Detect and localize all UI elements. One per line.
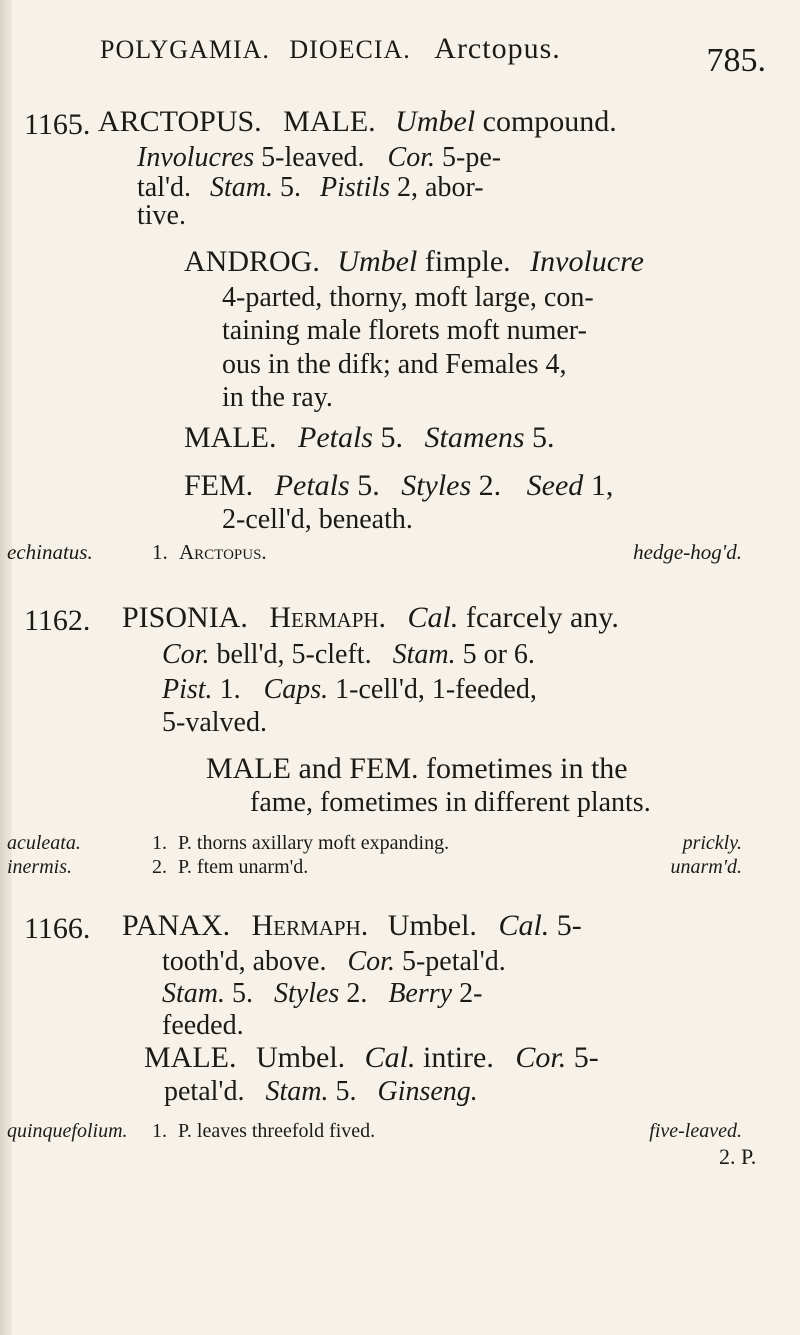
entry-arctopus xyxy=(7,105,774,564)
androg-line xyxy=(222,347,567,383)
genus-name: ARCTOPUS. xyxy=(98,105,262,138)
fem-line xyxy=(184,468,613,504)
sex-label: MALE. xyxy=(184,421,277,454)
term: Cor. xyxy=(515,1041,567,1074)
text: 5-leaved. xyxy=(261,142,365,173)
text: 5-valved. xyxy=(162,707,267,738)
term: Petals xyxy=(274,469,350,502)
text: 2. xyxy=(346,978,368,1009)
entry-number: 1166. xyxy=(24,912,91,945)
text: bell'd, 5-cleft. xyxy=(216,639,372,670)
text: 5. xyxy=(380,421,403,454)
species-number: 1. xyxy=(152,540,168,564)
text: taining male florets moft numer- xyxy=(222,315,587,346)
text: feeded. xyxy=(162,1010,244,1041)
text: 1, xyxy=(590,469,614,502)
species-number: 2. xyxy=(152,856,167,878)
species-latin: inermis. xyxy=(7,856,72,878)
androg-line xyxy=(184,244,644,280)
species-row xyxy=(7,540,742,570)
entry-line xyxy=(137,170,484,206)
term: Cal. xyxy=(364,1041,416,1074)
term: Ginseng. xyxy=(377,1076,478,1107)
text: fcarcely any. xyxy=(465,601,619,634)
header-genus: Arctopus. xyxy=(434,32,561,65)
species-english: prickly. xyxy=(682,832,742,854)
species-name xyxy=(152,1120,375,1143)
entry-line xyxy=(162,976,482,1012)
term: Pistils xyxy=(320,172,391,203)
entry-line xyxy=(137,198,186,234)
entry-line xyxy=(162,637,535,673)
text: 2- xyxy=(459,978,483,1009)
entry-line xyxy=(162,705,267,741)
page-number: 785. xyxy=(706,42,766,79)
sex-label: FEM. xyxy=(184,469,254,502)
term: Stamens xyxy=(424,421,525,454)
text: 5-petal'd. xyxy=(401,946,506,977)
text: MALE and FEM. fometimes in the xyxy=(206,752,628,785)
text: compound. xyxy=(482,105,617,138)
text: 5. xyxy=(532,421,555,454)
term: Stam. xyxy=(265,1076,329,1107)
text: 2, abor- xyxy=(397,172,484,203)
term: Petals xyxy=(298,421,373,454)
genus-name: PANAX. xyxy=(122,909,231,942)
text: tive. xyxy=(137,200,186,231)
species-row xyxy=(7,1120,742,1146)
male-line xyxy=(144,1040,599,1076)
species-genus: Arctopus. xyxy=(179,540,267,564)
catchword: 2. P. xyxy=(719,1144,757,1169)
text: 5-pe- xyxy=(442,142,502,173)
text: in the ray. xyxy=(222,382,333,413)
text: 1-cell'd, 1-feeded, xyxy=(335,674,537,705)
species-description: P. ftem unarm'd. xyxy=(178,856,309,878)
species-name xyxy=(152,540,267,565)
entry-number: 1165. xyxy=(24,108,91,141)
entry-line xyxy=(162,1008,244,1044)
text: 5- xyxy=(573,1041,599,1074)
header-polygamia: POLYGAMIA. xyxy=(100,35,270,64)
text: fimple. xyxy=(424,245,511,278)
term: Cor. xyxy=(162,639,210,670)
species-number: 1. xyxy=(152,1120,167,1142)
term: Stam. xyxy=(210,172,274,203)
entry-line xyxy=(98,104,617,140)
term: Umbel xyxy=(395,105,476,138)
text: 5. xyxy=(335,1076,357,1107)
species-latin: aculeata. xyxy=(7,832,81,854)
species-english: five-leaved. xyxy=(649,1120,742,1142)
species-latin: quinquefolium. xyxy=(7,1120,128,1142)
androg-line xyxy=(222,313,587,349)
text: 4-parted, thorny, moft large, con- xyxy=(222,282,594,313)
androg-line xyxy=(222,380,333,416)
term: Stam. xyxy=(392,639,456,670)
running-header xyxy=(100,32,780,79)
androg-line xyxy=(222,280,594,316)
entry-number: 1162. xyxy=(24,604,91,637)
sex-label: Hermaph. xyxy=(251,909,369,942)
genus-name: PISONIA. xyxy=(122,601,248,634)
sex-label: ANDROG. xyxy=(184,245,320,278)
text: 5. xyxy=(232,978,253,1009)
text: petal'd. xyxy=(164,1076,245,1107)
entry-line xyxy=(122,908,582,944)
term: Umbel xyxy=(337,245,418,278)
male-line xyxy=(184,420,555,456)
text: 2. xyxy=(478,469,502,502)
text: fame, fometimes in different plants. xyxy=(250,787,651,818)
text: tooth'd, above. xyxy=(162,946,327,977)
entry-pisonia xyxy=(7,601,774,878)
term: Involucre xyxy=(530,245,644,278)
term: Cor. xyxy=(347,946,395,977)
species-row xyxy=(7,832,742,858)
term: Stam. xyxy=(162,978,225,1009)
header-dioecia: DIOECIA. xyxy=(289,35,411,64)
text: Umbel. xyxy=(256,1041,346,1074)
species-description: P. leaves threefold fived. xyxy=(178,1120,376,1142)
fem-line xyxy=(222,502,413,538)
term: Berry xyxy=(388,978,453,1009)
text: 5- xyxy=(556,909,582,942)
term: Styles xyxy=(274,978,340,1009)
text: 5. xyxy=(357,469,380,502)
note-line xyxy=(206,751,628,787)
term: Involucres xyxy=(137,142,255,173)
species-name xyxy=(152,832,449,855)
sex-label: MALE. xyxy=(283,105,376,138)
running-head-text xyxy=(100,32,561,66)
text: intire. xyxy=(423,1041,494,1074)
entry-line xyxy=(162,944,506,980)
sex-label: MALE. xyxy=(144,1041,237,1074)
male-line xyxy=(164,1074,478,1110)
species-name xyxy=(152,856,308,879)
species-english: hedge-hog'd. xyxy=(633,540,742,564)
entry-panax xyxy=(7,909,774,1172)
term: Styles xyxy=(401,469,472,502)
sex-label: Hermaph. xyxy=(269,601,387,634)
entry-line xyxy=(122,600,619,636)
term: Pist. xyxy=(162,674,213,705)
term: Seed xyxy=(526,469,584,502)
text: ous in the difk; and Females 4, xyxy=(222,349,567,380)
species-number: 1. xyxy=(152,832,167,854)
text: Umbel. xyxy=(387,909,477,942)
term: Cal. xyxy=(407,601,459,634)
species-latin: echinatus. xyxy=(7,540,93,564)
note-line xyxy=(250,785,651,821)
text: tal'd. xyxy=(137,172,192,203)
text: 2-cell'd, beneath. xyxy=(222,504,413,535)
term: Cal. xyxy=(498,909,550,942)
species-row xyxy=(7,856,742,882)
term: Cor. xyxy=(387,142,435,173)
term: Caps. xyxy=(263,674,329,705)
text: 1. xyxy=(219,674,241,705)
species-english: unarm'd. xyxy=(670,856,742,878)
text: 5 or 6. xyxy=(462,639,535,670)
species-description: P. thorns axillary moft expanding. xyxy=(178,832,450,854)
text: 5. xyxy=(280,172,302,203)
entry-line xyxy=(162,672,537,708)
